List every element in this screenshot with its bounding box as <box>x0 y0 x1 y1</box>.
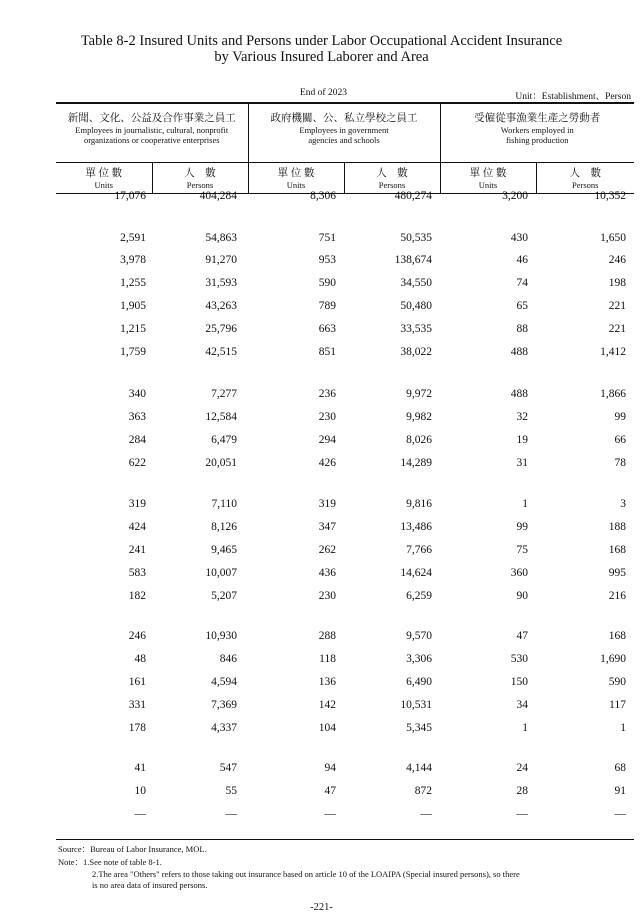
subhead-zh: 人 數 <box>569 167 601 179</box>
cell: 436 <box>318 567 336 579</box>
table-row <box>56 319 634 339</box>
cell: 236 <box>318 388 336 400</box>
cell: — <box>225 808 237 820</box>
note-1: Note：1.See note of table 8-1. <box>58 857 162 867</box>
cell: 43,263 <box>205 300 237 312</box>
cell: 94 <box>324 762 336 774</box>
cell: 5,207 <box>211 590 237 602</box>
cell: 751 <box>318 232 336 244</box>
table-row <box>56 342 634 362</box>
cell: 66 <box>614 434 626 446</box>
cell: 7,766 <box>406 544 432 556</box>
cell: — <box>324 808 336 820</box>
cell: 347 <box>318 521 336 533</box>
cell: 9,816 <box>406 498 432 510</box>
cell: 19 <box>516 434 528 446</box>
cell: 430 <box>510 232 528 244</box>
cell: 6,259 <box>406 590 432 602</box>
cell: 319 <box>318 498 336 510</box>
cell: 953 <box>318 254 336 266</box>
header-table <box>56 102 634 194</box>
cell: 3,978 <box>120 254 146 266</box>
cell: 3 <box>620 498 626 510</box>
cell: 294 <box>318 434 336 446</box>
cell: 1,759 <box>120 346 146 358</box>
group-zh: 新聞、文化、公益及合作事業之員工 <box>67 113 236 124</box>
subhead-zh: 人 數 <box>376 167 408 179</box>
cell: 47 <box>324 785 336 797</box>
page-number: -221- <box>310 902 333 913</box>
cell: 262 <box>318 544 336 556</box>
footer-divider <box>56 839 634 840</box>
table-row <box>56 563 634 583</box>
cell: 5,345 <box>406 722 432 734</box>
table-row <box>56 718 634 738</box>
cell: 8,126 <box>211 521 237 533</box>
note-2-continued: is no area data of insured persons. <box>92 880 208 890</box>
table-row <box>56 296 634 316</box>
group-zh: 受僱從事漁業生產之勞動者 <box>474 113 601 124</box>
cell: — <box>614 808 626 820</box>
cell: 216 <box>608 590 626 602</box>
cell: 424 <box>128 521 146 533</box>
cell: 65 <box>516 300 528 312</box>
cell: 340 <box>128 388 146 400</box>
cell: 118 <box>319 653 336 665</box>
cell: 99 <box>614 411 626 423</box>
cell: 10,531 <box>400 699 432 711</box>
table-row <box>56 453 634 473</box>
cell: 91,270 <box>205 254 237 266</box>
cell: 4,594 <box>211 676 237 688</box>
group-en: agencies and schools <box>308 135 380 145</box>
cell: 14,289 <box>400 457 432 469</box>
group-header-fishing <box>440 103 634 163</box>
cell: 480,274 <box>394 190 432 202</box>
cell: 9,982 <box>406 411 432 423</box>
cell: 142 <box>318 699 336 711</box>
cell: 31,593 <box>205 277 237 289</box>
group-header-government <box>248 103 440 163</box>
cell: 230 <box>318 411 336 423</box>
title-line-1: Table 8-2 Insured Units and Persons under Labor Occupational Accident Insurance <box>80 33 563 49</box>
cell: 74 <box>516 277 528 289</box>
cell: 178 <box>128 722 146 734</box>
group-en: organizations or cooperative enterprises <box>83 135 220 145</box>
table-row <box>56 804 634 824</box>
subhead-en: Units <box>286 179 306 190</box>
cell: 872 <box>414 785 432 797</box>
cell: 46 <box>516 254 528 266</box>
table-row <box>56 517 634 537</box>
cell: 54,863 <box>205 232 237 244</box>
cell: 1 <box>522 498 528 510</box>
cell: 426 <box>318 457 336 469</box>
cell: 4,144 <box>406 762 432 774</box>
subhead-zh: 人 數 <box>184 167 216 179</box>
cell: 8,306 <box>310 190 336 202</box>
unit-label: Unit：Establishment、Person <box>515 92 631 102</box>
cell: 3,200 <box>502 190 528 202</box>
subhead-en: Persons <box>572 179 599 190</box>
cell: 221 <box>608 323 626 335</box>
cell: 41 <box>134 762 146 774</box>
period-label: End of 2023 <box>300 88 347 98</box>
table-row <box>56 494 634 514</box>
group-en: Workers employed in <box>500 125 574 135</box>
cell: 38,022 <box>400 346 432 358</box>
cell: 1 <box>522 722 528 734</box>
cell: 78 <box>614 457 626 469</box>
cell: 28 <box>516 785 528 797</box>
cell: 7,110 <box>211 498 237 510</box>
subhead-zh: 單 位 數 <box>85 167 123 179</box>
cell: 789 <box>318 300 336 312</box>
title-line-2: by Various Insured Laborer and Area <box>214 49 429 65</box>
table-row <box>56 273 634 293</box>
cell: 138,674 <box>394 254 432 266</box>
cell: 20,051 <box>205 457 237 469</box>
subhead-zh: 單 位 數 <box>277 167 315 179</box>
cell: 1,412 <box>600 346 626 358</box>
note-2: 2.The area "Others" refers to those taking out insurance based on article 10 of the LOAIPA (Special insured persons), so there <box>92 869 520 879</box>
cell: 99 <box>516 521 528 533</box>
cell: 10,007 <box>205 567 237 579</box>
cell: 136 <box>318 676 336 688</box>
cell: 13,486 <box>400 521 432 533</box>
cell: 663 <box>318 323 336 335</box>
cell: 17,076 <box>114 190 146 202</box>
cell: 488 <box>510 388 528 400</box>
table-row <box>56 695 634 715</box>
cell: 31 <box>516 457 528 469</box>
table-row <box>56 586 634 606</box>
table-row <box>56 781 634 801</box>
cell: 1,905 <box>120 300 146 312</box>
cell: 319 <box>128 498 146 510</box>
cell: 1 <box>620 722 626 734</box>
cell: 47 <box>516 630 528 642</box>
cell: — <box>516 808 528 820</box>
cell: 530 <box>510 653 528 665</box>
cell: 14,624 <box>400 567 432 579</box>
cell: 34 <box>516 699 528 711</box>
cell: — <box>134 808 146 820</box>
cell: 2,591 <box>120 232 146 244</box>
table-title <box>0 33 643 65</box>
cell: 363 <box>128 411 146 423</box>
cell: 48 <box>134 653 146 665</box>
cell: 1,650 <box>600 232 626 244</box>
cell: 1,215 <box>120 323 146 335</box>
source-note: Source：Bureau of Labor Insurance, MOL. <box>58 844 207 854</box>
cell: 360 <box>510 567 528 579</box>
cell: 34,550 <box>400 277 432 289</box>
cell: 117 <box>609 699 626 711</box>
cell: 104 <box>318 722 336 734</box>
cell: 9,465 <box>211 544 237 556</box>
cell: 161 <box>128 676 146 688</box>
cell: 1,690 <box>600 653 626 665</box>
cell: 6,479 <box>211 434 237 446</box>
cell: 622 <box>128 457 146 469</box>
subhead-zh: 單 位 數 <box>469 167 507 179</box>
table-row <box>56 626 634 646</box>
table-row <box>56 430 634 450</box>
cell: 404,284 <box>199 190 237 202</box>
table-row <box>56 384 634 404</box>
group-en: Employees in government <box>299 125 389 135</box>
table-row <box>56 250 634 270</box>
cell: 7,277 <box>211 388 237 400</box>
subhead-en: Units <box>94 179 113 190</box>
cell: 188 <box>608 521 626 533</box>
cell: 246 <box>608 254 626 266</box>
group-header-journalistic <box>56 103 248 163</box>
cell: — <box>420 808 432 820</box>
cell: 91 <box>614 785 626 797</box>
table-row <box>56 186 634 206</box>
cell: 33,535 <box>400 323 432 335</box>
cell: 9,570 <box>406 630 432 642</box>
cell: 168 <box>608 544 626 556</box>
cell: 12,584 <box>205 411 237 423</box>
subhead-en: Units <box>478 179 498 190</box>
cell: 230 <box>318 590 336 602</box>
cell: 1,255 <box>120 277 146 289</box>
group-en: fishing production <box>505 135 569 145</box>
cell: 150 <box>510 676 528 688</box>
cell: 10 <box>134 785 146 797</box>
cell: 50,480 <box>400 300 432 312</box>
cell: 590 <box>608 676 626 688</box>
cell: 1,866 <box>600 388 626 400</box>
cell: 42,515 <box>205 346 237 358</box>
cell: 168 <box>608 630 626 642</box>
cell: 246 <box>128 630 146 642</box>
cell: 851 <box>318 346 336 358</box>
cell: 3,306 <box>406 653 432 665</box>
cell: 55 <box>225 785 237 797</box>
cell: 88 <box>516 323 528 335</box>
cell: 7,369 <box>211 699 237 711</box>
cell: 90 <box>516 590 528 602</box>
cell: 331 <box>128 699 146 711</box>
cell: 284 <box>128 434 146 446</box>
table-row <box>56 407 634 427</box>
cell: 241 <box>128 544 146 556</box>
cell: 488 <box>510 346 528 358</box>
cell: 221 <box>608 300 626 312</box>
cell: 288 <box>318 630 336 642</box>
cell: 8,026 <box>406 434 432 446</box>
cell: 68 <box>614 762 626 774</box>
cell: 198 <box>608 277 626 289</box>
cell: 182 <box>128 590 146 602</box>
group-en: Employees in journalistic, cultural, nonprofit <box>75 125 229 135</box>
cell: 25,796 <box>205 323 237 335</box>
cell: 75 <box>516 544 528 556</box>
cell: 9,972 <box>406 388 432 400</box>
cell: 10,352 <box>594 190 626 202</box>
table-row <box>56 649 634 669</box>
group-zh: 政府機關、公、私立學校之員工 <box>270 113 418 124</box>
cell: 4,337 <box>211 722 237 734</box>
cell: 24 <box>516 762 528 774</box>
cell: 995 <box>608 567 626 579</box>
table-row <box>56 228 634 248</box>
cell: 547 <box>219 762 237 774</box>
subhead-en: Persons <box>186 179 214 190</box>
table-row <box>56 758 634 778</box>
cell: 846 <box>219 653 237 665</box>
cell: 6,490 <box>406 676 432 688</box>
table-row <box>56 672 634 692</box>
cell: 590 <box>318 277 336 289</box>
cell: 32 <box>516 411 528 423</box>
cell: 50,535 <box>400 232 432 244</box>
subhead-en: Persons <box>378 179 406 190</box>
cell: 10,930 <box>205 630 237 642</box>
table-row <box>56 540 634 560</box>
cell: 583 <box>128 567 146 579</box>
